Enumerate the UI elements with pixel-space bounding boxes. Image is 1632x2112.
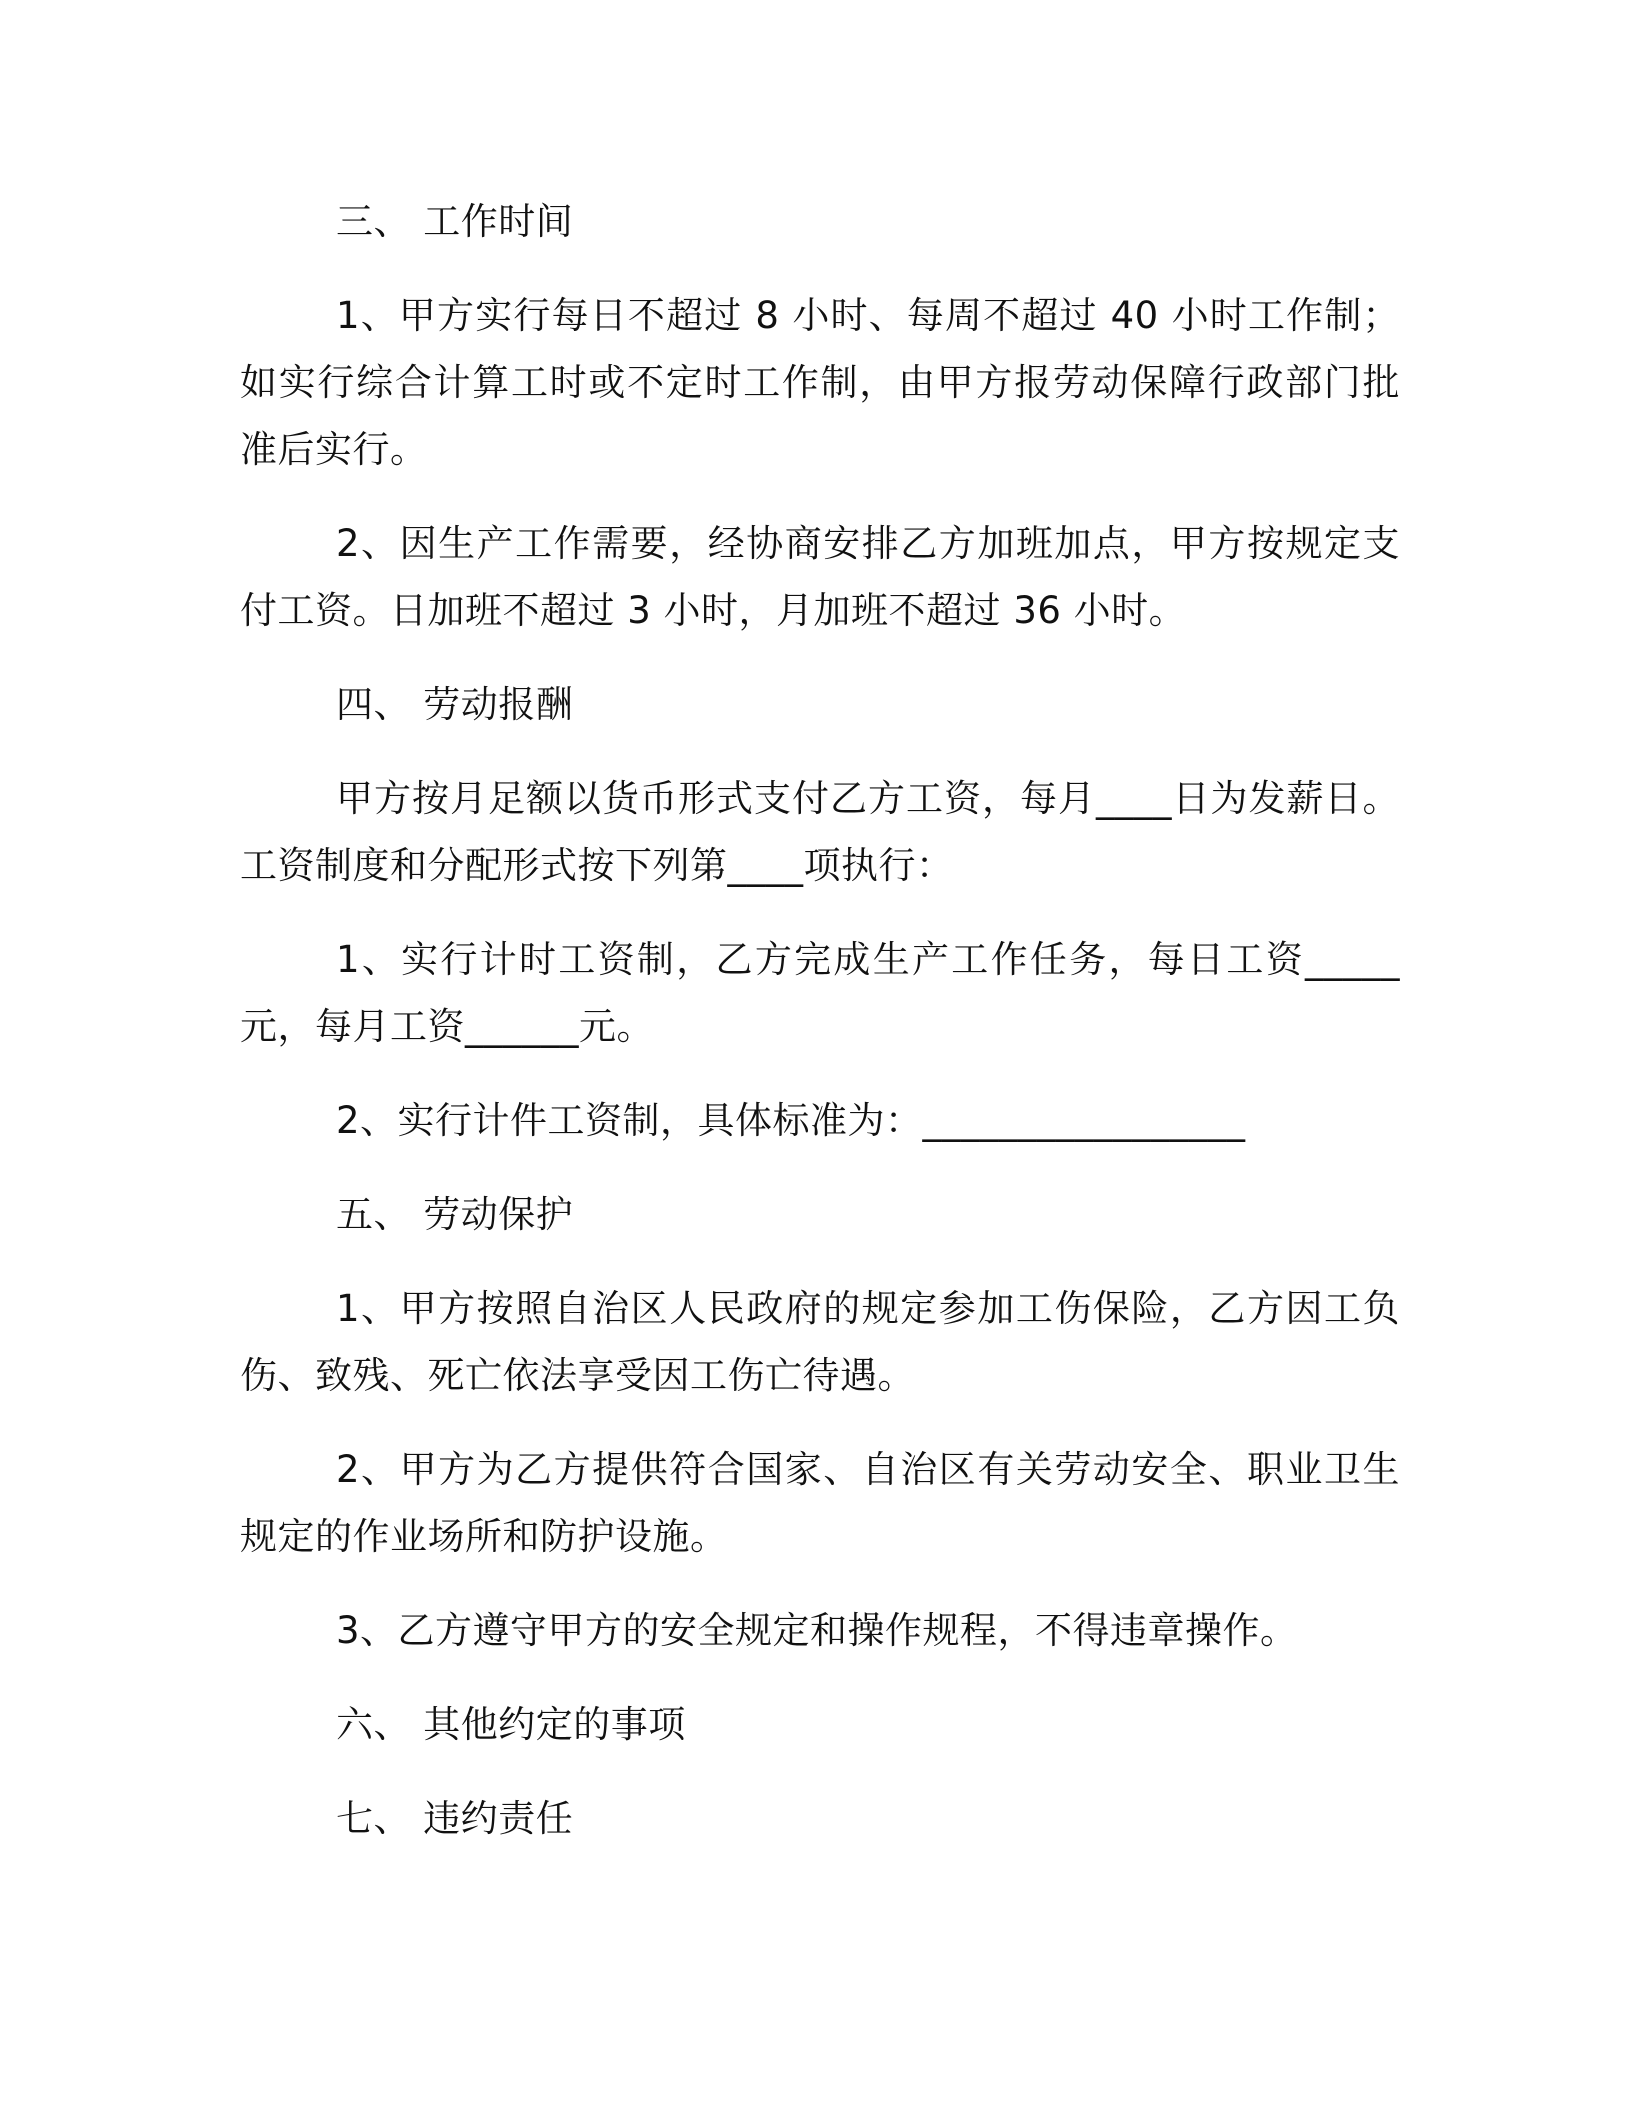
paragraph: 2、实行计件工资制，具体标准为：_________________ [336, 1099, 1246, 1142]
document-body [240, 188, 1400, 1852]
paragraph: 1、甲方实行每日不超过 8 小时、每周不超过 40 小时工作制；如实行综合计算工时或不定时工作制，由甲方报劳动保障行政部门批准后实行。 [240, 294, 1400, 471]
paragraph: 3、乙方遵守甲方的安全规定和操作规程，不得违章操作。 [336, 1609, 1298, 1652]
paragraph: 2、因生产工作需要，经协商安排乙方加班加点，甲方按规定支付工资。日加班不超过 3 小时，月加班不超过 36 小时。 [240, 522, 1400, 632]
paragraph: 1、实行计时工资制，乙方完成生产工作任务，每日工资_____元，每月工资______元。 [240, 938, 1400, 1048]
section-heading-breach-liability: 七、 违约责任 [336, 1797, 574, 1840]
section-heading-work-hours: 三、 工作时间 [336, 200, 574, 243]
section-heading-remuneration: 四、 劳动报酬 [336, 683, 574, 726]
paragraph: 1、甲方按照自治区人民政府的规定参加工伤保险，乙方因工负伤、致残、死亡依法享受因工伤亡待遇。 [240, 1287, 1400, 1397]
paragraph: 2、甲方为乙方提供符合国家、自治区有关劳动安全、职业卫生规定的作业场所和防护设施。 [240, 1448, 1400, 1558]
section-heading-labor-protection: 五、 劳动保护 [336, 1193, 574, 1236]
paragraph: 甲方按月足额以货币形式支付乙方工资，每月____日为发薪日。工资制度和分配形式按下列第____项执行： [240, 777, 1400, 887]
section-heading-other-matters: 六、 其他约定的事项 [336, 1703, 686, 1746]
